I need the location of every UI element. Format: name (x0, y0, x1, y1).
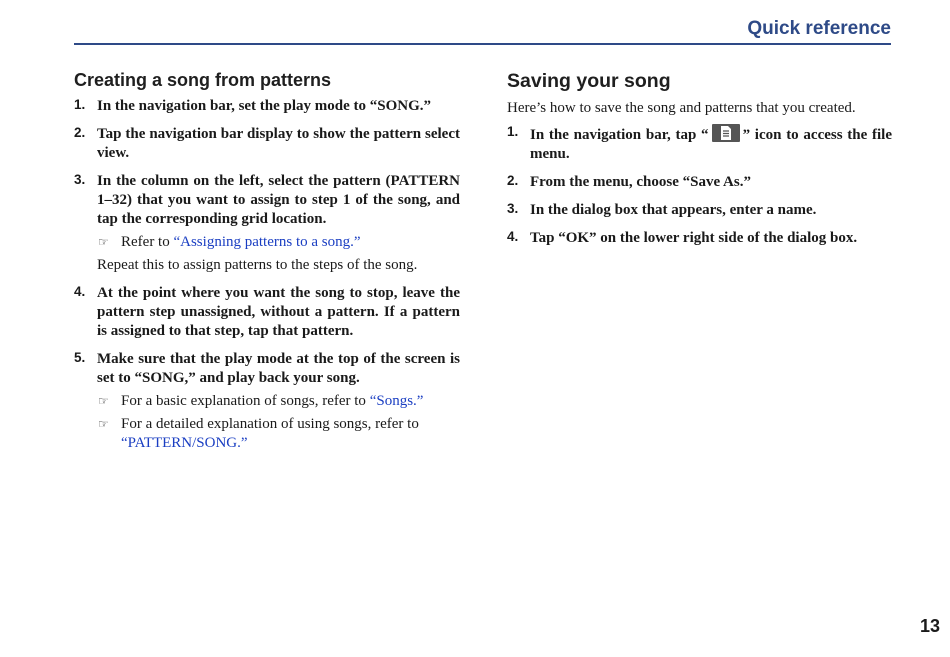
songs-link[interactable]: “Songs.” (369, 393, 424, 409)
step-number: 4. (74, 284, 86, 299)
list-item (507, 201, 892, 220)
list-item (74, 97, 460, 116)
step-number: 1. (507, 124, 519, 139)
step-text: In the column on the left, select the pattern (PATTERN 1–32) that you want to assign to step 1 of the song, and tap the corresponding grid location. (97, 173, 460, 227)
list-item (507, 229, 892, 248)
page-number: 13 (919, 616, 940, 636)
saving-song-steps (507, 124, 892, 248)
step-number: 3. (507, 201, 519, 216)
assigning-patterns-link[interactable]: “Assigning patterns to a song.” (173, 234, 361, 250)
reference-note (97, 233, 460, 252)
header-title: Quick reference (747, 18, 891, 39)
step-text: In the dialog box that appears, enter a name. (530, 202, 817, 218)
reference-note (97, 415, 460, 453)
reference-note (97, 392, 460, 411)
pattern-song-link[interactable]: “PATTERN/SONG.” (121, 435, 248, 451)
step-text-after: ” icon to access the file menu. (530, 127, 893, 162)
step-text: Tap the navigation bar display to show the pattern select view. (97, 126, 460, 161)
header-rule (74, 43, 891, 45)
reference-prefix: For a basic explanation of songs, refer to (121, 393, 370, 409)
left-column (74, 70, 460, 462)
list-item (74, 125, 460, 163)
step-text: At the point where you want the song to stop, leave the pattern step unassigned, without a pattern. If a pattern is assigned to that step, tap that pattern. (97, 285, 460, 339)
file-menu-icon (712, 124, 740, 142)
step-text (530, 124, 892, 164)
step-text: Make sure that the play mode at the top of the screen is set to “SONG,” and play back your song. (97, 351, 460, 386)
reference-prefix: Refer to (121, 234, 174, 250)
step-text: Tap “OK” on the lower right side of the dialog box. (530, 230, 858, 246)
right-column (507, 70, 892, 257)
step-text: From the menu, choose “Save As.” (530, 174, 751, 190)
list-item (507, 124, 892, 164)
creating-song-steps (74, 97, 460, 453)
step-text-before: In the navigation bar, tap “ (530, 127, 709, 143)
reference-prefix: For a detailed explanation of using songs, refer to (121, 416, 419, 432)
list-item (74, 284, 460, 341)
step-number: 2. (74, 125, 86, 140)
step-number: 1. (74, 97, 86, 112)
step-number: 5. (74, 350, 86, 365)
step-number: 2. (507, 173, 519, 188)
step-text: In the navigation bar, set the play mode to “SONG.” (97, 98, 432, 114)
step-number: 3. (74, 172, 86, 187)
section-intro: Here’s how to save the song and patterns that you created. (507, 100, 856, 116)
list-item (507, 173, 892, 192)
step-number: 4. (507, 229, 519, 244)
section-title-saving-song: Saving your song (507, 70, 671, 92)
list-item (74, 350, 460, 453)
section-title-creating-song: Creating a song from patterns (74, 70, 332, 90)
pointing-hand-icon: ☞ (98, 417, 109, 431)
pointing-hand-icon: ☞ (98, 235, 109, 249)
step-note: Repeat this to assign patterns to the steps of the song. (97, 257, 418, 273)
pointing-hand-icon: ☞ (98, 394, 109, 408)
list-item (74, 172, 460, 275)
